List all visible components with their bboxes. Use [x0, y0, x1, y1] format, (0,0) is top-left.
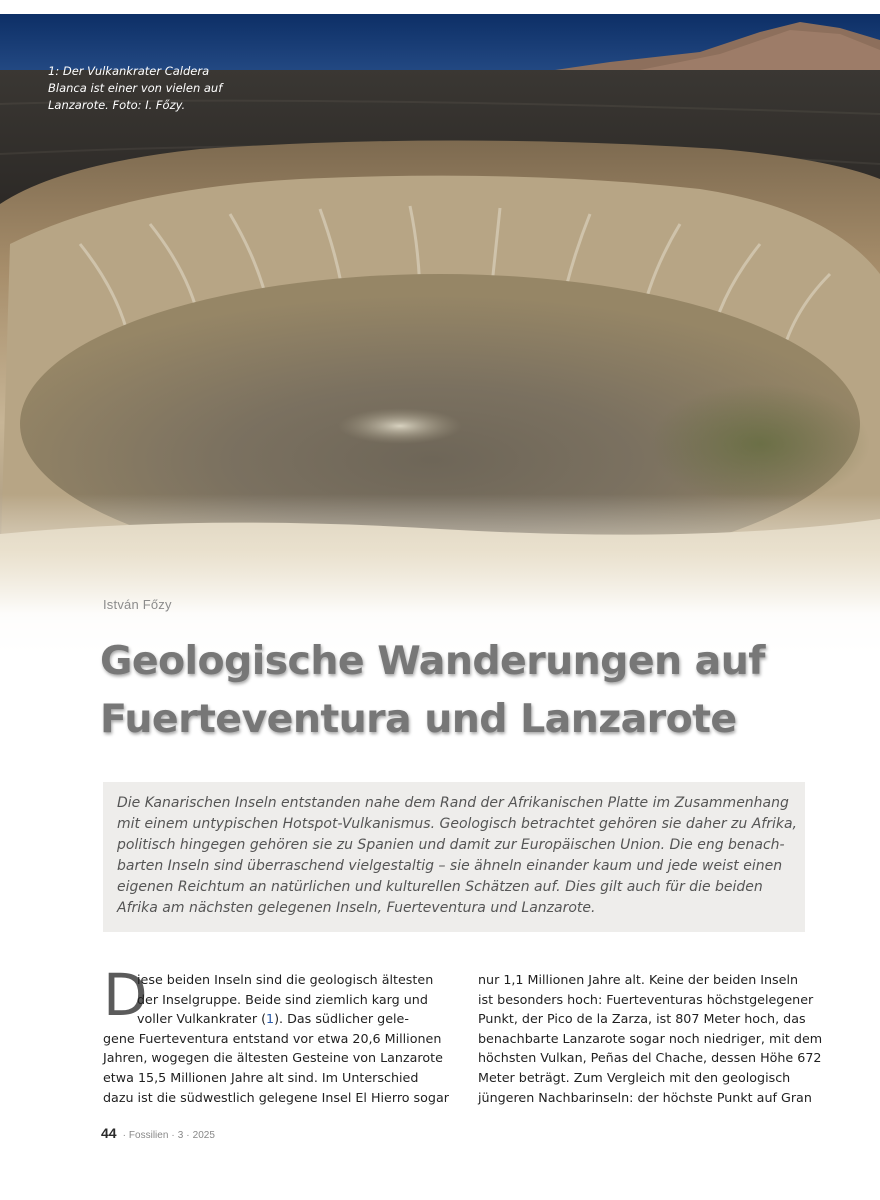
abstract-line: eigenen Reichtum an natürlichen und kulturellen Schätzen auf. Dies gilt auch für die beiden — [117, 879, 763, 895]
body-text: ). Das südlicher gele- — [274, 1011, 409, 1027]
drop-cap: D — [103, 961, 148, 1029]
abstract-line: politisch hingegen gehören sie zu Spanien und damit zur Europäischen Union. Die eng benach- — [117, 837, 785, 853]
body-line: jüngeren Nachbarinseln: der höchste Punkt auf Gran — [478, 1089, 812, 1105]
body-line — [103, 1009, 428, 1029]
abstract-line: Die Kanarischen Inseln entstanden nahe dem Rand der Afrikanischen Platte im Zusammenhang — [117, 795, 789, 811]
caption-line: 1: Der Vulkankrater Caldera — [48, 64, 210, 78]
body-line: der Inselgruppe. Beide sind ziemlich karg und — [137, 991, 428, 1007]
body-line: dazu ist die südwestlich gelegene Insel El Hierro sogar — [103, 1089, 449, 1105]
body-column-left — [103, 970, 449, 1107]
abstract-line: barten Inseln sind überraschend vielgestaltig – sie ähneln einander kaum und jede weist einen — [117, 858, 783, 874]
author-name: István Főzy — [103, 597, 172, 612]
abstract-box — [103, 782, 805, 932]
caption-line: Lanzarote. Foto: I. Főzy. — [48, 98, 186, 112]
caption-line: Blanca ist einer von vielen auf — [48, 81, 223, 95]
body-line: Jahren, wogegen die ältesten Gesteine von Lanzarote — [103, 1050, 443, 1066]
body-line: nur 1,1 Millionen Jahre alt. Keine der beiden Inseln — [478, 972, 799, 987]
issue-year: 2025 — [192, 1130, 215, 1141]
page-footer — [101, 1125, 215, 1141]
issue-number: 3 — [177, 1130, 184, 1141]
title-line-1: Geologische Wanderungen auf — [100, 638, 765, 684]
hero-photo — [0, 14, 880, 654]
body-line: gene Fuerteventura entstand vor etwa 20,6 Millionen — [103, 1030, 442, 1046]
separator: · — [186, 1130, 190, 1141]
body-line: Meter beträgt. Zum Vergleich mit den geologisch — [478, 1069, 791, 1085]
body-line: etwa 15,5 Millionen Jahre alt sind. Im Unterschied — [103, 1069, 419, 1085]
magazine-name: Fossilien — [128, 1130, 169, 1141]
body-line: höchsten Vulkan, Peñas del Chache, dessen Höhe 672 — [478, 1050, 822, 1066]
abstract-line: mit einem untypischen Hotspot-Vulkanismus. Geologisch betrachtet gehören sie daher zu Afrika, — [117, 816, 797, 832]
abstract-line: Afrika am nächsten gelegenen Inseln, Fuerteventura und Lanzarote. — [117, 900, 596, 916]
separator: · — [171, 1130, 175, 1141]
body-line: Punkt, der Pico de la Zarza, ist 807 Meter hoch, das — [478, 1011, 806, 1027]
article-title — [100, 632, 765, 748]
page-number: 44 — [101, 1125, 117, 1141]
figure-reference-link[interactable]: 1 — [266, 1011, 275, 1027]
body-column-right — [478, 970, 823, 1107]
title-line-2: Fuerteventura und Lanzarote — [100, 696, 737, 742]
separator: · — [122, 1130, 126, 1141]
photo-caption — [48, 63, 248, 114]
body-line: iese beiden Inseln sind die geologisch ältesten — [137, 972, 434, 987]
body-text: voller Vulkankrater ( — [137, 1011, 267, 1027]
body-line: benachbarte Lanzarote sogar noch niedriger, mit dem — [478, 1030, 823, 1046]
body-line: ist besonders hoch: Fuerteventuras höchstgelegener — [478, 991, 814, 1007]
